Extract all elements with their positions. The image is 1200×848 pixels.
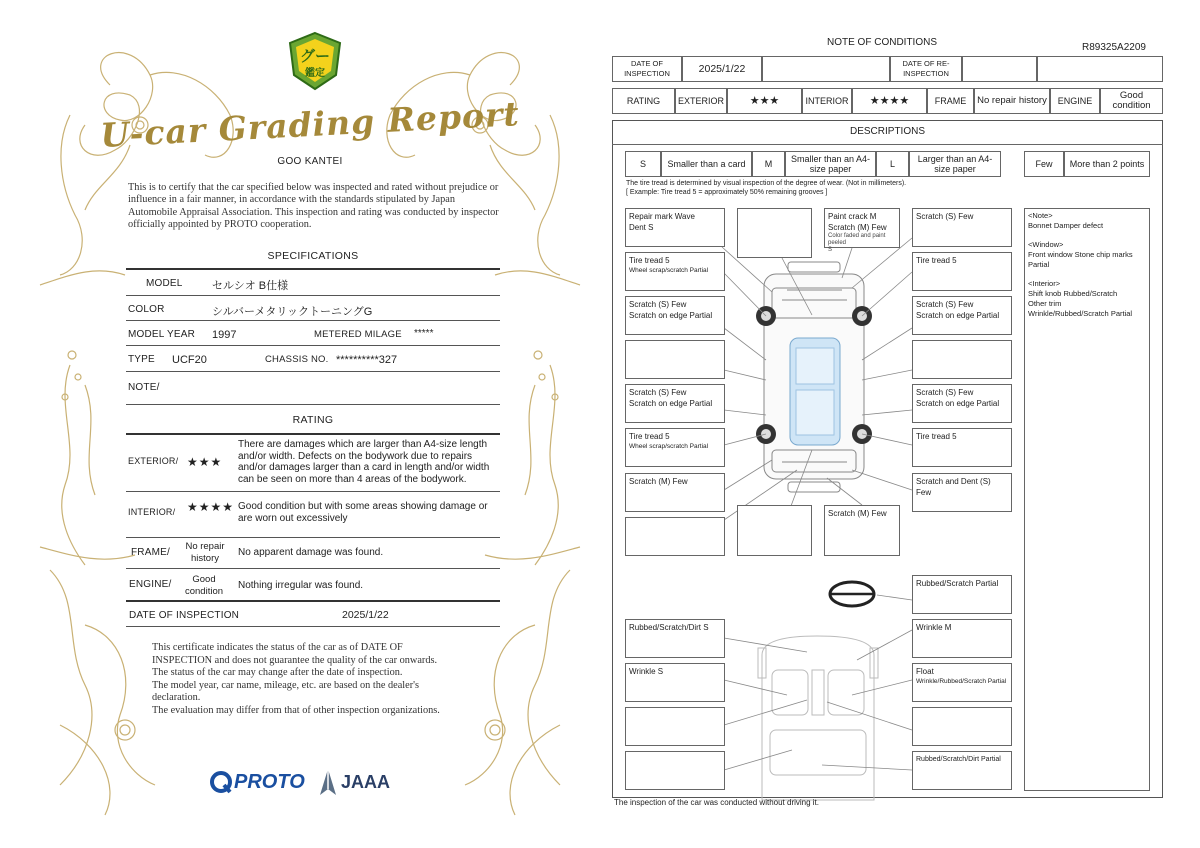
note-label: NOTE/ — [128, 382, 160, 393]
certificate-footer — [152, 642, 492, 717]
footer-line: This certificate indicates the status of the car as of DATE OF — [152, 642, 403, 653]
exterior-note-right-rear-door: Scratch (S) Few Scratch on edge Partial — [912, 384, 1012, 423]
exterior-label: EXTERIOR — [675, 88, 727, 114]
model-year-value: 1997 — [212, 329, 237, 341]
exterior-description: There are damages which are larger than A4-size length and/or width. Defects on the bodywork due to repairs and/or damages larger than a card in length and/or width can be seen on more than 4 areas of the bodywork. — [238, 439, 490, 485]
interior-heading: <Interior> — [1028, 279, 1061, 288]
exterior-note-rear-center: Scratch (M) Few — [824, 505, 900, 556]
engine-description: Nothing irregular was found. — [238, 580, 364, 591]
model-year-label: MODEL YEAR — [128, 329, 196, 340]
metered-mileage-value: ***** — [414, 328, 434, 339]
exterior-label: EXTERIOR/ — [128, 456, 179, 466]
exterior-stars: ★★★ — [727, 88, 802, 114]
exterior-note-right-fender: Scratch (S) Few Scratch on edge Partial — [912, 296, 1012, 335]
frame-label: FRAME — [927, 88, 974, 114]
descriptions-heading: DESCRIPTIONS — [849, 126, 925, 137]
divider — [126, 268, 500, 270]
exterior-note-left-quarter: Scratch (M) Few — [625, 473, 725, 512]
legend-l: L — [876, 151, 909, 177]
grading-certificate — [40, 25, 580, 825]
interior-description: Good condition but with some areas showing damage or are worn out excessively — [238, 501, 488, 524]
metered-mileage-label: METERED MILAGE — [314, 329, 402, 340]
box-subtext: Color faded and paint peeled S — [828, 233, 886, 253]
engine-value: Good condition — [1100, 88, 1163, 114]
sheet-title: NOTE OF CONDITIONS — [827, 37, 937, 48]
interior-note-mid-left — [625, 707, 725, 746]
jaaa-logo-text: JAAA — [341, 772, 391, 792]
exterior-note-tire-rear-left — [625, 428, 725, 467]
interior-stars: ★★★★ — [852, 88, 927, 114]
interior-label: INTERIOR — [802, 88, 852, 114]
engine-label: ENGINE/ — [129, 579, 172, 590]
exterior-note-right-front-door — [912, 340, 1012, 379]
legend-s-desc: Smaller than a card — [661, 151, 752, 177]
exterior-note-rear-left — [625, 517, 725, 556]
certificate-intro: This is to certify that the car specified below was inspected and rated without prejudice or influence in a fair manner, in accordance with the standards stipulated by Japan Automobile Appraisal Association. This inspection and rating was conducted by inspector officially appointed by PROTO cooperation. — [128, 182, 499, 231]
steering-wheel-icon — [830, 582, 874, 606]
interior-note-seat-left: Wrinkle S — [625, 663, 725, 702]
divider — [126, 345, 500, 346]
svg-text:グー: グー — [299, 48, 331, 65]
interior-note-rear-left — [625, 751, 725, 790]
legend-few-desc: More than 2 points — [1064, 151, 1150, 177]
divider — [126, 537, 500, 538]
rating-heading: RATING — [292, 414, 334, 426]
exterior-note-tire-front-left — [625, 252, 725, 291]
footer-line: The evaluation may differ from that of other inspection organizations. — [152, 704, 440, 716]
footer-line: The model year, car name, mileage, etc. are based on the dealer's — [152, 679, 420, 691]
color-value: シルバーメタリックトーニングG — [212, 306, 373, 318]
footer-logos — [210, 767, 410, 797]
sheet-footer-note: The inspection of the car was conducted without driving it. — [614, 798, 819, 807]
date-of-inspection-label: DATE OF INSPECTION — [129, 610, 240, 621]
divider — [126, 320, 500, 321]
legend-l-desc: Larger than an A4-size paper — [909, 151, 1001, 177]
interior-value: Other trim — [1028, 299, 1062, 308]
divider — [126, 600, 500, 602]
frame-label: FRAME/ — [131, 547, 170, 558]
date-of-inspection-value: 2025/1/22 — [682, 56, 762, 82]
legend-m: M — [752, 151, 785, 177]
note-of-conditions-sheet — [612, 30, 1164, 820]
divider — [126, 371, 500, 372]
exterior-note-left-fender: Scratch (S) Few Scratch on edge Partial — [625, 296, 725, 335]
legend-m-desc: Smaller than an A4-size paper — [785, 151, 876, 177]
jaaa-logo-icon — [318, 769, 338, 795]
legend-few: Few — [1024, 151, 1064, 177]
exterior-note-front-left: Repair mark Wave Dent S — [625, 208, 725, 247]
color-label: COLOR — [128, 304, 165, 315]
notes-value: Bonnet Damper defect — [1028, 221, 1104, 230]
exterior-note-front-center — [824, 208, 900, 253]
chassis-value: **********327 — [336, 354, 398, 366]
box-subtext: Wrinkle/Rubbed/Scratch Partial — [916, 678, 1007, 685]
box-text: Tire tread 5 — [629, 432, 670, 441]
engine-label: ENGINE — [1050, 88, 1100, 114]
divider — [126, 433, 500, 435]
engine-value: Good condition — [184, 574, 224, 597]
exterior-note-rear-center-left — [737, 505, 812, 556]
divider — [126, 491, 500, 492]
exterior-stars: ★★★ — [187, 455, 223, 469]
divider — [126, 568, 500, 569]
model-value: セルシオ B仕様 — [212, 280, 289, 292]
exterior-note-tire-front-right: Tire tread 5 — [912, 252, 1012, 291]
box-text: Float — [916, 667, 934, 676]
exterior-note-right-quarter: Scratch and Dent (S) Few — [912, 473, 1012, 512]
interior-note-front-left: Rubbed/Scratch/Dirt S — [625, 619, 725, 658]
interior-value: Wrinkle/Rubbed/Scratch Partial — [1028, 309, 1133, 318]
footer-line: INSPECTION and does not guarantee the quality of the car onwards. — [152, 654, 438, 666]
rating-label: RATING — [612, 88, 675, 114]
box-text: Paint crack M Scratch (M) Few — [828, 212, 887, 232]
interior-note-mid-right — [912, 707, 1012, 746]
divider — [126, 295, 500, 296]
tire-note: The tire tread is determined by visual inspection of the degree of wear. (Not in millimeters). — [626, 180, 907, 187]
certificate-title: U-car Grading Report — [99, 94, 521, 155]
interior-stars: ★★★★ — [187, 500, 235, 514]
model-label: MODEL — [146, 278, 183, 289]
interior-note-front-right: Wrinkle M — [912, 619, 1012, 658]
exterior-note-left-rear-door: Scratch (S) Few Scratch on edge Partial — [625, 384, 725, 423]
exterior-note-front-right: Scratch (S) Few — [912, 208, 1012, 247]
reference-number: R89325A2209 — [1082, 42, 1146, 53]
box-subtext: Wheel scrap/scratch Partial — [629, 443, 709, 450]
footer-line: declaration. — [152, 692, 201, 703]
interior-note-steering: Rubbed/Scratch Partial — [912, 575, 1012, 614]
interior-note-rear-right: Rubbed/Scratch/Dirt Partial — [912, 751, 1012, 790]
svg-text:鑑定: 鑑定 — [305, 68, 325, 79]
frame-value: No repair history — [185, 541, 225, 564]
goo-kantei-badge — [286, 31, 344, 93]
date-of-reinspection-label: DATE OF RE-INSPECTION — [890, 56, 962, 82]
notes-panel — [1024, 208, 1150, 791]
exterior-note-tire-rear-right: Tire tread 5 — [912, 428, 1012, 467]
box-text: Tire tread 5 — [629, 256, 670, 265]
footer-line: The status of the car may change after the date of inspection. — [152, 667, 403, 678]
divider — [126, 626, 500, 627]
interior-value: Shift knob Rubbed/Scratch — [1028, 289, 1118, 298]
window-value: Front window Stone chip marks Partial — [1028, 250, 1133, 269]
exterior-note-front-center-left — [737, 208, 812, 258]
divider — [126, 404, 500, 405]
box-subtext: Wheel scrap/scratch Partial — [629, 267, 709, 274]
chassis-label: CHASSIS NO. — [265, 354, 329, 365]
proto-logo-text: PROTO — [234, 771, 305, 793]
interior-label: INTERIOR/ — [128, 507, 176, 517]
exterior-note-left-front-door — [625, 340, 725, 379]
window-heading: <Window> — [1028, 240, 1064, 249]
tire-note-example: [ Example: Tire tread 5 = approximately 50% remaining grooves ] — [626, 189, 828, 196]
specifications-heading: SPECIFICATIONS — [267, 250, 359, 262]
notes-heading: <Note> — [1028, 211, 1053, 220]
type-value: UCF20 — [172, 354, 207, 366]
interior-note-seat-right — [912, 663, 1012, 702]
certificate-subtitle: GOO KANTEI — [277, 156, 343, 167]
date-of-inspection-value: 2025/1/22 — [342, 609, 389, 621]
type-label: TYPE — [128, 354, 155, 365]
frame-value: No repair history — [974, 88, 1050, 114]
frame-description: No apparent damage was found. — [238, 547, 384, 558]
proto-logo-icon — [210, 770, 232, 794]
legend-s: S — [625, 151, 661, 177]
date-of-inspection-label: DATE OF INSPECTION — [612, 56, 682, 82]
